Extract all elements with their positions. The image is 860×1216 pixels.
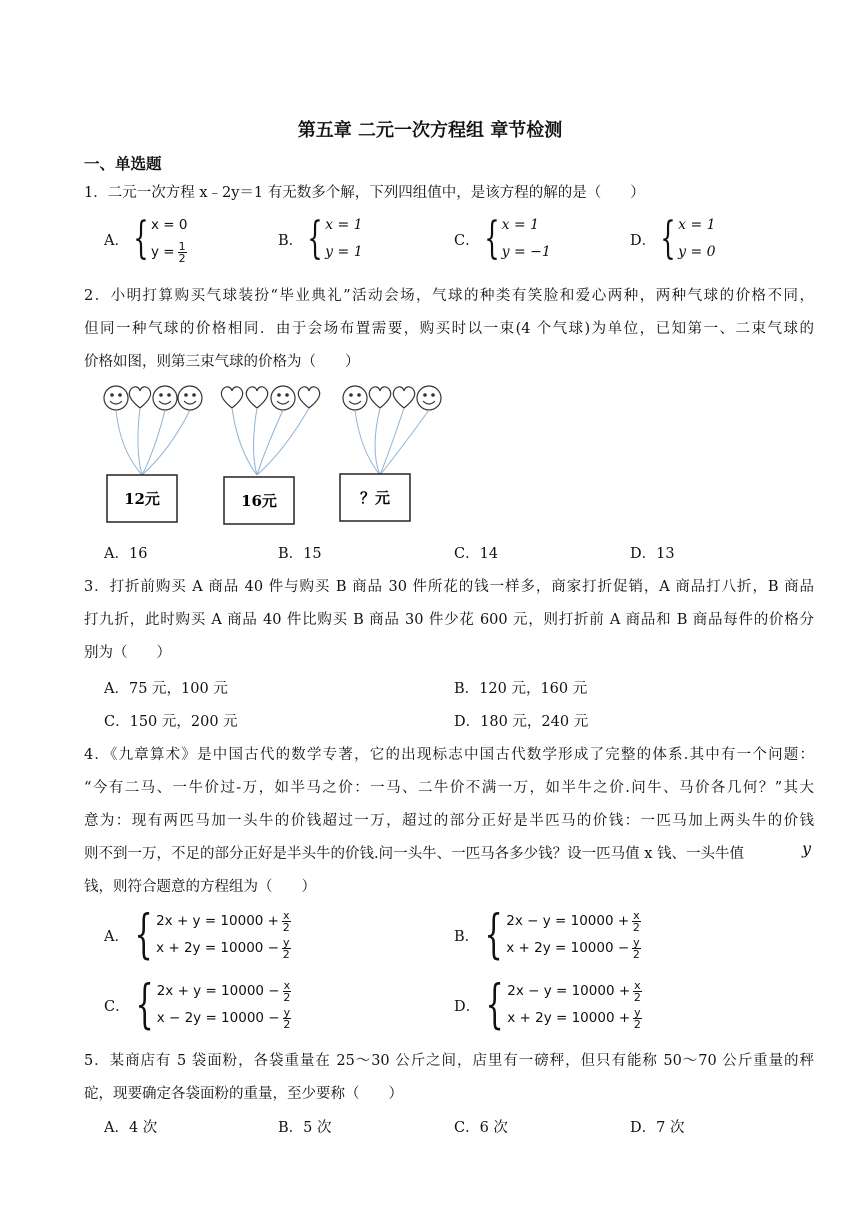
option-label: D． (454, 998, 481, 1015)
q3-option-d[interactable]: D．180 元，240 元 (454, 714, 589, 730)
option-label: B． (278, 232, 304, 249)
brace-icon: { (660, 213, 676, 264)
equation: 2x + y = 10000 + $\frac{x}{2}$ (156, 909, 290, 934)
q1-option-c[interactable] (454, 212, 551, 266)
variable-y: y (802, 839, 812, 858)
equation: y = 0 (678, 244, 716, 260)
q5-option-a[interactable]: A．4 次 (104, 1120, 158, 1136)
question-2-line: 价格如图，则第三束气球的价格为（ ） (84, 354, 360, 370)
option-label: A． (104, 232, 129, 249)
q4-option-b[interactable] (454, 905, 641, 965)
fraction: $\frac{1}{2}$ (178, 240, 186, 265)
smiley-balloon-icon (417, 386, 441, 410)
option-label: B． (454, 928, 480, 945)
equation: x = 1 (325, 217, 363, 233)
question-5-line: 5．某商店有 5 袋面粉，各袋重量在 25～30 公斤之间，店里有一磅秤，但只有能称 50～70 公斤重量的秤 (84, 1053, 814, 1069)
equation: y = −1 (501, 244, 551, 260)
question-2-line: 但同一种气球的价格相同．由于会场布置需要，购买时以一束(4 个气球)为单位，已知第一、二束气球的 (84, 321, 814, 337)
q5-option-d[interactable]: D．7 次 (630, 1120, 685, 1136)
option-label: C． (454, 232, 480, 249)
balloon-price-figure (100, 380, 450, 530)
fraction: $\frac{y}{2}$ (282, 936, 290, 961)
q1-option-b[interactable] (278, 212, 363, 266)
balloon-strings (116, 408, 429, 475)
question-4-line: 4．《九章算术》是中国古代的数学专著，它的出现标志中国古代数学形成了完整的体系.其中有一个问题： (84, 747, 814, 763)
heart-balloon-icon (393, 387, 414, 408)
q3-option-a[interactable]: A．75 元，100 元 (104, 681, 228, 697)
q2-option-a[interactable]: A．16 (104, 546, 148, 562)
fraction: $\frac{x}{2}$ (283, 979, 291, 1004)
fraction: $\frac{y}{2}$ (283, 1006, 291, 1031)
question-4-line: “今有二马、一牛价过-万，如半马之价：一马、二牛价不满一万，如半牛之价.问牛、马价各几何？”其大 (84, 780, 814, 796)
question-3-line: 3．打折前购买 A 商品 40 件与购买 B 商品 30 件所花的钱一样多，商家打折促销，A 商品打八折，B 商品 (84, 579, 814, 595)
equation: x + 2y = 10000 − $\frac{y}{2}$ (506, 936, 640, 961)
question-4-line: 意为：现有两匹马加一头牛的价钱超过一万，超过的部分正好是半匹马的价钱：一匹马加上两头牛的价钱 (84, 813, 814, 829)
smiley-balloon-icon (178, 386, 202, 410)
smiley-balloon-icon (271, 386, 295, 410)
brace-icon: { (484, 905, 503, 965)
q4-option-a[interactable] (104, 905, 291, 965)
option-label: C． (104, 998, 130, 1015)
smiley-balloon-icon (343, 386, 367, 410)
question-5-line: 砣，现要确定各袋面粉的重量，至少要称（ ） (84, 1086, 403, 1102)
question-1-stem: 1．二元一次方程 x﹣2y＝1 有无数多个解，下列四组值中，是该方程的解的是（ ） (84, 185, 645, 201)
smiley-balloon-icon (104, 386, 128, 410)
equation: x + 2y = 10000 − $\frac{y}{2}$ (156, 936, 290, 961)
fraction: $\frac{x}{2}$ (632, 909, 640, 934)
price-label: 12元 (124, 490, 160, 508)
brace-icon: { (483, 213, 500, 264)
equation: y = $\frac{1}{2}$ (150, 240, 186, 265)
fraction: $\frac{y}{2}$ (632, 936, 640, 961)
equation: x − 2y = 10000 − $\frac{y}{2}$ (156, 1006, 291, 1031)
smiley-balloon-icon (153, 386, 177, 410)
equation: x = 1 (678, 217, 716, 233)
price-label: 16元 (241, 492, 277, 510)
q2-option-b[interactable]: B．15 (278, 546, 322, 562)
brace-icon: { (133, 213, 149, 264)
q4-option-d[interactable] (454, 975, 642, 1035)
fraction: $\frac{x}{2}$ (633, 979, 641, 1004)
option-label: A． (104, 928, 129, 945)
heart-balloon-icon (246, 387, 267, 408)
fraction: $\frac{y}{2}$ (633, 1006, 641, 1031)
question-3-line: 打九折，此时购买 A 商品 40 件比购买 B 商品 30 件少花 600 元，则打折前 A 商品和 B 商品每件的价格分 (84, 612, 814, 628)
heart-balloon-icon (369, 387, 390, 408)
equation: x = 0 (150, 217, 188, 233)
q2-option-c[interactable]: C．14 (454, 546, 499, 562)
heart-balloon-icon (298, 387, 319, 408)
question-4-line: 钱，则符合题意的方程组为（ ） (84, 879, 316, 895)
question-3-line: 别为（ ） (84, 645, 171, 661)
q3-option-b[interactable]: B．120 元，160 元 (454, 681, 588, 697)
q3-option-c[interactable]: C．150 元，200 元 (104, 714, 238, 730)
page-title: 第五章 二元一次方程组 章节检测 (297, 120, 563, 141)
equation: x = 1 (501, 217, 540, 233)
option-label: D． (630, 232, 657, 249)
price-label: ？元 (359, 489, 391, 507)
heart-balloon-icon (129, 387, 150, 408)
question-4-line: 则不到一万，不足的部分正好是半头牛的价钱.问一头牛、一匹马各多少钱？设一匹马值 x 钱、一头牛值 (84, 846, 745, 862)
q4-option-c[interactable] (104, 975, 291, 1035)
q1-option-d[interactable] (630, 212, 716, 266)
brace-icon: { (135, 975, 154, 1035)
q5-option-b[interactable]: B．5 次 (278, 1120, 332, 1136)
fraction: $\frac{x}{2}$ (282, 909, 290, 934)
q1-option-a[interactable] (104, 212, 187, 266)
brace-icon: { (134, 905, 153, 965)
section-heading: 一、单选题 (84, 155, 162, 173)
brace-icon: { (485, 975, 504, 1035)
q2-option-d[interactable]: D．13 (630, 546, 675, 562)
equation: 2x − y = 10000 + $\frac{x}{2}$ (506, 909, 640, 934)
equation: x + 2y = 10000 + $\frac{y}{2}$ (507, 1006, 641, 1031)
equation: 2x + y = 10000 − $\frac{x}{2}$ (156, 979, 291, 1004)
equation: 2x − y = 10000 + $\frac{x}{2}$ (507, 979, 641, 1004)
question-2-line: 2．小明打算购买气球装扮“毕业典礼”活动会场，气球的种类有笑脸和爱心两种，两种气球的价格不同， (84, 288, 814, 304)
equation: y = 1 (325, 244, 363, 260)
q5-option-c[interactable]: C．6 次 (454, 1120, 508, 1136)
heart-balloon-icon (221, 387, 242, 408)
brace-icon: { (307, 213, 323, 264)
